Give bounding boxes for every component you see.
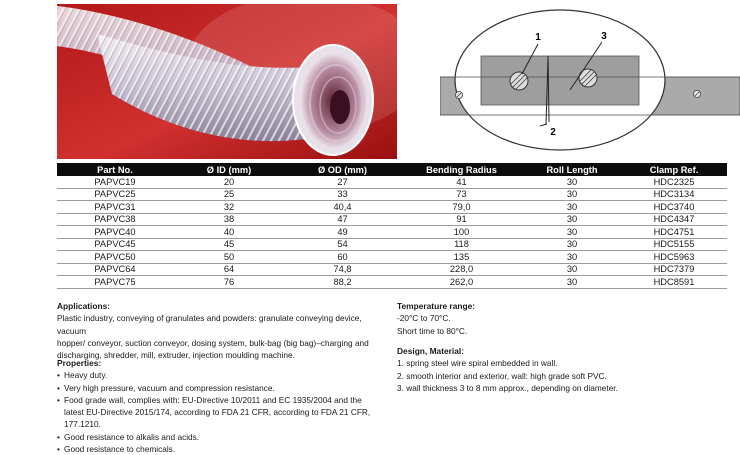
table-row <box>57 251 727 264</box>
cell-bending-radius: 262,0 <box>400 276 523 289</box>
table-row <box>57 226 727 239</box>
cell-roll-length: 30 <box>523 263 621 276</box>
cell-clamp-ref: HDC5963 <box>621 251 727 264</box>
table-header-row <box>57 163 727 176</box>
list-item: • Food grade wall, complies with: EU-Directive 10/2011 and EC 1935/2004 and the latest EU-Directive 2015/174, according to FDA 21 CFR, according to FDA 21 CFR, 177.1210. <box>57 394 371 430</box>
table-row <box>57 276 727 289</box>
header-bending-radius: Bending Radius <box>426 164 497 175</box>
cell-part-no: PAPVC40 <box>57 226 173 239</box>
rivet-left-icon <box>455 91 462 98</box>
cell-inner-diameter: 20 <box>173 176 285 188</box>
applications-line: Plastic industry, conveying of granulates and powders: granulate conveying device, vacuum <box>57 313 362 336</box>
cell-part-no: PAPVC19 <box>57 176 173 188</box>
rivet-right-icon <box>693 90 700 97</box>
table-row <box>57 176 727 188</box>
cell-bending-radius: 118 <box>400 238 523 251</box>
cell-outer-diameter: 54 <box>285 238 400 251</box>
properties-list <box>57 369 387 455</box>
table-row <box>57 188 727 201</box>
cell-clamp-ref: HDC2325 <box>621 176 727 188</box>
cell-clamp-ref: HDC5155 <box>621 238 727 251</box>
header-roll-length: Roll Length <box>546 164 598 175</box>
cell-roll-length: 30 <box>523 226 621 239</box>
header-clamp-ref: Clamp Ref. <box>649 164 699 175</box>
cell-bending-radius: 91 <box>400 213 523 226</box>
table-row <box>57 238 727 251</box>
cell-inner-diameter: 50 <box>173 251 285 264</box>
cell-outer-diameter: 40,4 <box>285 201 400 214</box>
cell-part-no: PAPVC45 <box>57 238 173 251</box>
temperature-section <box>397 300 717 337</box>
cell-outer-diameter: 47 <box>285 213 400 226</box>
cell-inner-diameter: 25 <box>173 188 285 201</box>
cell-roll-length: 30 <box>523 238 621 251</box>
cell-clamp-ref: HDC8591 <box>621 276 727 289</box>
hose-wall-diagram <box>440 4 740 156</box>
applications-line: hopper/ conveyor, suction conveyor, dosing system, bulk-bag (big bag)–charging and <box>57 337 369 348</box>
list-item: • Very high pressure, vacuum and compression resistance. <box>57 382 275 393</box>
cell-bending-radius: 73 <box>400 188 523 201</box>
temperature-line: -20°C to 70°C. <box>397 313 451 324</box>
wire-section-left-icon <box>510 72 528 90</box>
temperature-line: Short time to 80°C. <box>397 325 468 336</box>
applications-heading: Applications: <box>57 301 111 311</box>
design-line: 2. smooth interior and exterior, wall: high grade soft PVC. <box>397 370 607 381</box>
cell-bending-radius: 41 <box>400 176 523 188</box>
header-inner-diameter: Ø ID (mm) <box>206 164 252 175</box>
header-part-no: Part No. <box>97 164 133 175</box>
applications-section <box>57 300 387 361</box>
design-line: 3. wall thickness 3 to 8 mm approx., depending on diameter. <box>397 382 618 393</box>
product-photo <box>57 4 397 159</box>
specification-table <box>57 163 727 289</box>
cell-inner-diameter: 45 <box>173 238 285 251</box>
cell-roll-length: 30 <box>523 201 621 214</box>
cell-inner-diameter: 38 <box>173 213 285 226</box>
temperature-heading: Temperature range: <box>397 301 476 311</box>
cell-outer-diameter: 74,8 <box>285 263 400 276</box>
cell-roll-length: 30 <box>523 251 621 264</box>
cell-outer-diameter: 60 <box>285 251 400 264</box>
callout-3: 3 <box>601 31 607 42</box>
cell-outer-diameter: 33 <box>285 188 400 201</box>
cell-part-no: PAPVC38 <box>57 213 173 226</box>
cell-bending-radius: 79,0 <box>400 201 523 214</box>
cell-roll-length: 30 <box>523 213 621 226</box>
cell-outer-diameter: 49 <box>285 226 400 239</box>
design-section <box>397 345 717 394</box>
cell-clamp-ref: HDC3134 <box>621 188 727 201</box>
cell-inner-diameter: 32 <box>173 201 285 214</box>
design-line: 1. spring steel wire spiral embedded in wall. <box>397 358 558 369</box>
applications-line: discharging, shredder, mill, extruder, injection moulding machine. <box>57 350 295 361</box>
cell-inner-diameter: 40 <box>173 226 285 239</box>
cell-roll-length: 30 <box>523 276 621 289</box>
cell-outer-diameter: 88,2 <box>285 276 400 289</box>
cell-bending-radius: 135 <box>400 251 523 264</box>
cell-bending-radius: 228,0 <box>400 263 523 276</box>
cell-outer-diameter: 27 <box>285 176 400 188</box>
cell-part-no: PAPVC75 <box>57 276 173 289</box>
header-outer-diameter: Ø OD (mm) <box>317 164 368 175</box>
table-row <box>57 213 727 226</box>
callout-2: 2 <box>550 127 556 138</box>
cell-part-no: PAPVC31 <box>57 201 173 214</box>
cell-inner-diameter: 76 <box>173 276 285 289</box>
list-item: • Good resistance to chemicals. <box>57 444 176 455</box>
design-heading: Design, Material: <box>397 346 465 356</box>
callout-1: 1 <box>535 32 541 43</box>
cell-clamp-ref: HDC7379 <box>621 263 727 276</box>
cell-roll-length: 30 <box>523 176 621 188</box>
cell-part-no: PAPVC64 <box>57 263 173 276</box>
cell-clamp-ref: HDC4751 <box>621 226 727 239</box>
cell-bending-radius: 100 <box>400 226 523 239</box>
cell-part-no: PAPVC50 <box>57 251 173 264</box>
cell-inner-diameter: 64 <box>173 263 285 276</box>
cell-clamp-ref: HDC4347 <box>621 213 727 226</box>
table-row <box>57 201 727 214</box>
list-item: • Heavy duty. <box>57 370 108 381</box>
list-item: • Good resistance to alkalis and acids. <box>57 431 200 442</box>
cell-clamp-ref: HDC3740 <box>621 201 727 214</box>
cell-part-no: PAPVC25 <box>57 188 173 201</box>
table-row <box>57 263 727 276</box>
properties-section <box>57 357 387 455</box>
properties-heading: Properties: <box>57 358 102 368</box>
cell-roll-length: 30 <box>523 188 621 201</box>
